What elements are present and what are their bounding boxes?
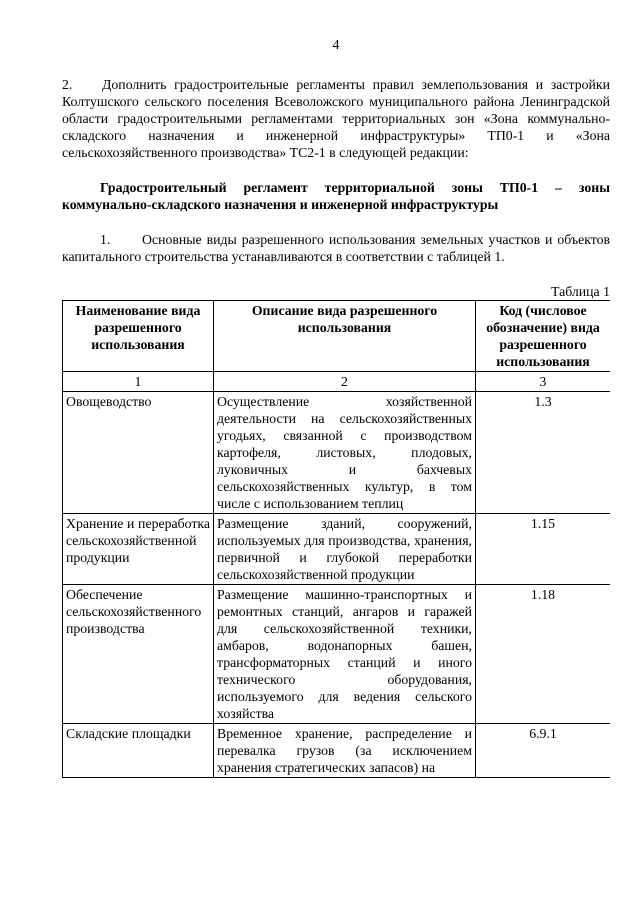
land-use-table <box>62 300 610 778</box>
section-title-line2: коммунально-складского назначения и инженерной инфраструктуры <box>62 197 499 212</box>
row-name: Овощеводство <box>63 392 214 514</box>
column-number-row <box>63 372 611 392</box>
intro-paragraph <box>62 76 610 161</box>
section-title <box>62 179 610 213</box>
row-name: Хранение и переработка сельскохозяйственной продукции <box>63 514 214 585</box>
row-description: Временное хранение, распределение и перевалка грузов (за исключением хранения стратегических запасов) на <box>214 724 476 778</box>
table-header-row <box>63 301 611 372</box>
row-code: 1.3 <box>476 392 611 514</box>
page-number: 4 <box>332 37 340 52</box>
column-number: 3 <box>476 372 611 392</box>
column-number: 2 <box>214 372 476 392</box>
header-description: Описание вида разрешенного использования <box>214 301 476 372</box>
point-1-paragraph <box>62 231 610 265</box>
row-description: Размещение машинно-транспортных и ремонтных станций, ангаров и гаражей для сельскохозяйственной техники, амбаров, водонапорных башен, трансформаторных станций и иного технического оборудования, используемого для ведения сельского хозяйства <box>214 585 476 724</box>
point-1-text: Основные виды разрешенного использования земельных участков и объектов капитального строительства устанавливаются в соответствии с таблицей 1. <box>62 232 610 264</box>
table-container <box>62 300 610 840</box>
header-code: Код (числовое обозначение) вида разрешенного использования <box>476 301 611 372</box>
row-code: 1.18 <box>476 585 611 724</box>
table-row <box>63 724 611 778</box>
header-name: Наименование вида разрешенного использования <box>63 301 214 372</box>
row-code: 6.9.1 <box>476 724 611 778</box>
point-1-number: 1. <box>100 232 111 247</box>
row-description: Осуществление хозяйственной деятельности на сельскохозяйственных угодьях, связанной с производством картофеля, листовых, плодовых, луковичных и бахчевых сельскохозяйственных культур, в том числе с использованием теплиц <box>214 392 476 514</box>
row-name: Складские площадки <box>63 724 214 778</box>
section-title-line1: Градостроительный регламент территориальной зоны ТП0-1 – зоны <box>100 180 610 195</box>
row-description: Размещение зданий, сооружений, используемых для производства, хранения, первичной и глубокой переработки сельскохозяйственной продукции <box>214 514 476 585</box>
table-row <box>63 514 611 585</box>
intro-number: 2. <box>62 77 73 92</box>
intro-text: Дополнить градостроительные регламенты правил землепользования и застройки Колтушского сельского поселения Всеволожского муниципального района Ленинградской области градостроительными регламентами территориальных зон «Зона коммунально-складского назначения и инженерной инфраструктуры» ТП0-1 и «Зона сельскохозяйственного производства» ТС2-1 в следующей редакции: <box>62 77 610 160</box>
column-number: 1 <box>63 372 214 392</box>
table-caption: Таблица 1 <box>550 284 610 299</box>
table-row <box>63 585 611 724</box>
row-code: 1.15 <box>476 514 611 585</box>
table-row <box>63 392 611 514</box>
row-name: Обеспечение сельскохозяйственного производства <box>63 585 214 724</box>
